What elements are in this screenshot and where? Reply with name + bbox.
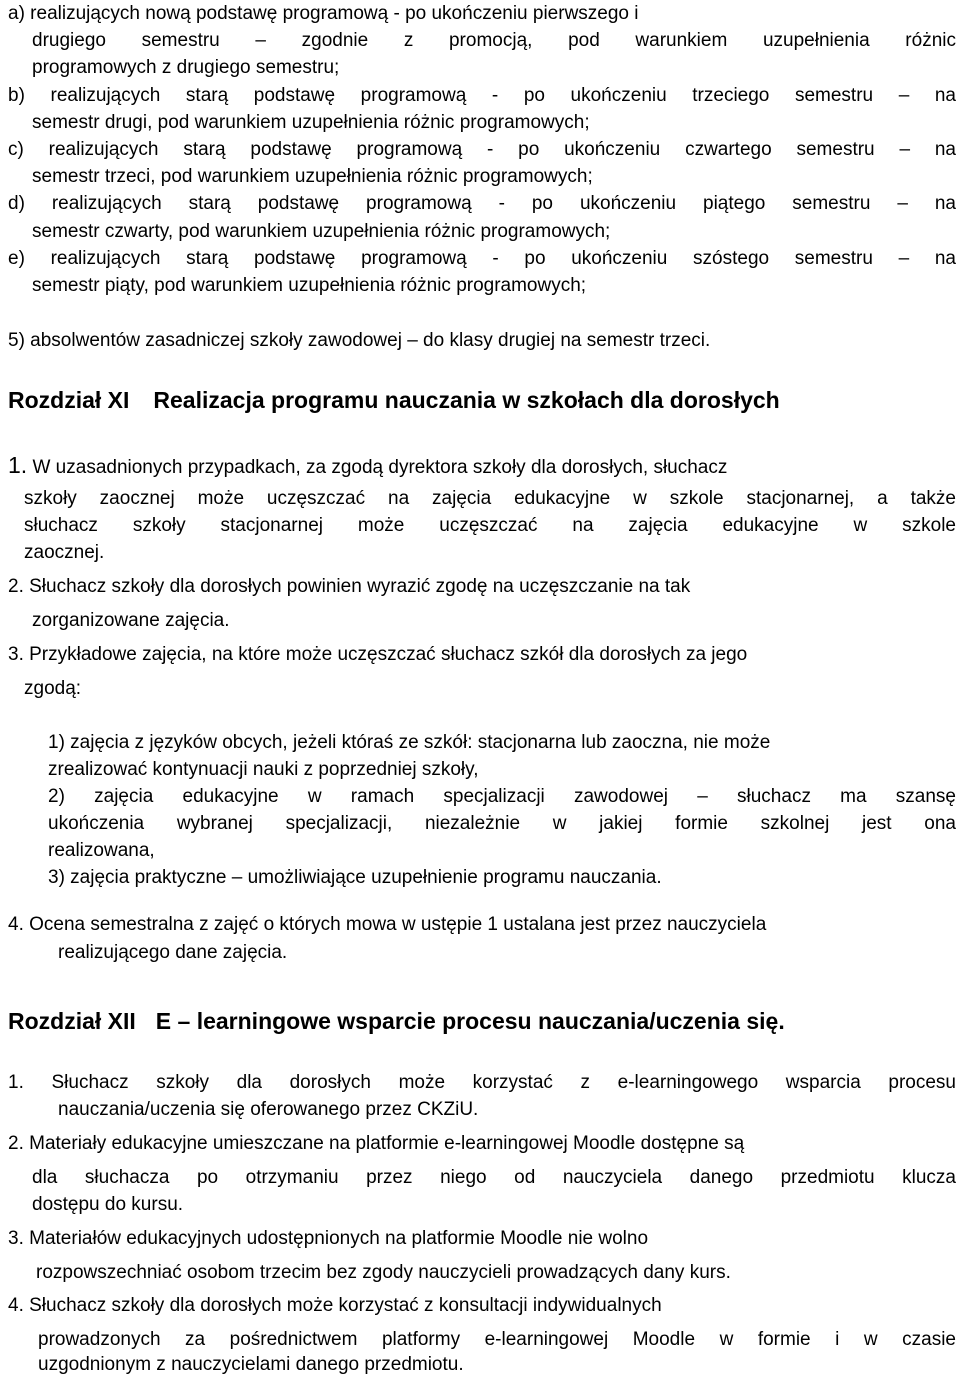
chapter-xii-para2-line3: dostępu do kursu.: [32, 1194, 184, 1215]
chapter-xii-para3-line1: 3. Materiałów edukacyjnych udostępnionych na platformie Moodle nie wolno: [8, 1228, 649, 1249]
chapter-xi-subitem2-line3: realizowana,: [48, 840, 155, 861]
chapter-xi-subitem1-line1: 1) zajęcia z języków obcych, jeżeli któraś ze szkół: stacjonarna lub zaoczna, nie może: [48, 732, 771, 753]
list-item-a-line1: a) realizujących nową podstawę programową - po ukończeniu pierwszego i: [8, 3, 639, 24]
chapter-xi-subitem3: 3) zajęcia praktyczne – umożliwiające uzupełnienie programu nauczania.: [48, 867, 662, 888]
chapter-xi-para3-line2: zgodą:: [24, 678, 82, 699]
chapter-xii-para1-line1: 1. Słuchacz szkoły dla dorosłych może korzystać z e-learningowego wsparcia procesu: [8, 1072, 956, 1093]
chapter-xi-label: Rozdział XI: [8, 387, 130, 413]
list-item-a-line3: programowych z drugiego semestru;: [32, 57, 340, 78]
chapter-xi-para1-line1: 1. W uzasadnionych przypadkach, za zgodą dyrektora szkoły dla dorosłych, słuchacz: [8, 452, 728, 478]
chapter-xii-para3-line2: rozpowszechniać osobom trzecim bez zgody nauczycieli prowadzących dany kurs.: [36, 1262, 731, 1283]
chapter-xi-para1-line2: szkoły zaocznej może uczęszczać na zajęcia edukacyjne w szkole stacjonarnej, a także: [24, 488, 956, 509]
chapter-xii-para2-line1: 2. Materiały edukacyjne umieszczane na platformie e-learningowej Moodle dostępne są: [8, 1133, 745, 1154]
chapter-xi-subitem2-line1: 2) zajęcia edukacyjne w ramach specjalizacji zawodowej – słuchacz ma szansę: [48, 786, 956, 807]
list-item-c-line1: c) realizujących starą podstawę programową - po ukończeniu czwartego semestru – na: [8, 139, 956, 160]
chapter-xii-para4-line2: prowadzonych za pośrednictwem platformy e-learningowej Moodle w formie i w czasie: [38, 1329, 956, 1350]
chapter-xi-para2-line2: zorganizowane zajęcia.: [32, 610, 230, 631]
chapter-xii-para4-line3: uzgodnionym z nauczycielami danego przedmiotu.: [38, 1354, 464, 1375]
chapter-xi-title: Realizacja programu nauczania w szkołach dla dorosłych: [153, 387, 780, 413]
list-item-e-line2: semestr piąty, pod warunkiem uzupełnienia różnic programowych;: [32, 275, 587, 296]
list-item-e-line1: e) realizujących starą podstawę programową - po ukończeniu szóstego semestru – na: [8, 248, 956, 269]
chapter-xi-para1-line3: słuchacz szkoły stacjonarnej może uczęszczać na zajęcia edukacyjne w szkole: [24, 515, 956, 536]
list-item-b-line1: b) realizujących starą podstawę programową - po ukończeniu trzeciego semestru – na: [8, 85, 956, 106]
list-item-c-line2: semestr trzeci, pod warunkiem uzupełnienia różnic programowych;: [32, 166, 593, 187]
chapter-xi-subitem2-line2: ukończenia wybranej specjalizacji, niezależnie w jakiej formie szkolnej jest ona: [48, 813, 956, 834]
list-item-b-line2: semestr drugi, pod warunkiem uzupełnienia różnic programowych;: [32, 112, 590, 133]
chapter-xi-para4-line1: 4. Ocena semestralna z zajęć o których mowa w ustępie 1 ustalana jest przez nauczyciela: [8, 914, 767, 935]
chapter-xi-para1-line4: zaocznej.: [24, 542, 105, 563]
list-item-5: 5) absolwentów zasadniczej szkoły zawodowej – do klasy drugiej na semestr trzeci.: [8, 330, 711, 351]
chapter-xi-subitem1-line2: zrealizować kontynuacji nauki z poprzedniej szkoły,: [48, 759, 479, 780]
chapter-xii-title: E – learningowe wsparcie procesu nauczania/uczenia się.: [155, 1008, 785, 1034]
chapter-xi-heading: [8, 386, 780, 414]
chapter-xi-para4-line2: realizującego dane zajęcia.: [58, 942, 288, 963]
chapter-xi-para3-line1: 3. Przykładowe zajęcia, na które może uczęszczać słuchacz szkół dla dorosłych za jego: [8, 644, 748, 665]
list-item-a-line2: drugiego semestru – zgodnie z promocją, pod warunkiem uzupełnienia różnic: [32, 30, 956, 51]
list-item-d-line2: semestr czwarty, pod warunkiem uzupełnienia różnic programowych;: [32, 221, 611, 242]
list-item-d-line1: d) realizujących starą podstawę programową - po ukończeniu piątego semestru – na: [8, 193, 956, 214]
chapter-xii-para4-line1: 4. Słuchacz szkoły dla dorosłych może korzystać z konsultacji indywidualnych: [8, 1295, 662, 1316]
chapter-xi-para2-line1: 2. Słuchacz szkoły dla dorosłych powinien wyrazić zgodę na uczęszczanie na tak: [8, 576, 691, 597]
chapter-xii-label: Rozdział XII: [8, 1008, 136, 1034]
chapter-xii-para1-line2: nauczania/uczenia się oferowanego przez CKZiU.: [58, 1099, 479, 1120]
chapter-xi-para1-number: 1.: [8, 452, 28, 478]
chapter-xii-heading: [8, 1007, 785, 1035]
chapter-xii-para2-line2: dla słuchacza po otrzymaniu przez niego od nauczyciela danego przedmiotu klucza: [32, 1167, 956, 1188]
